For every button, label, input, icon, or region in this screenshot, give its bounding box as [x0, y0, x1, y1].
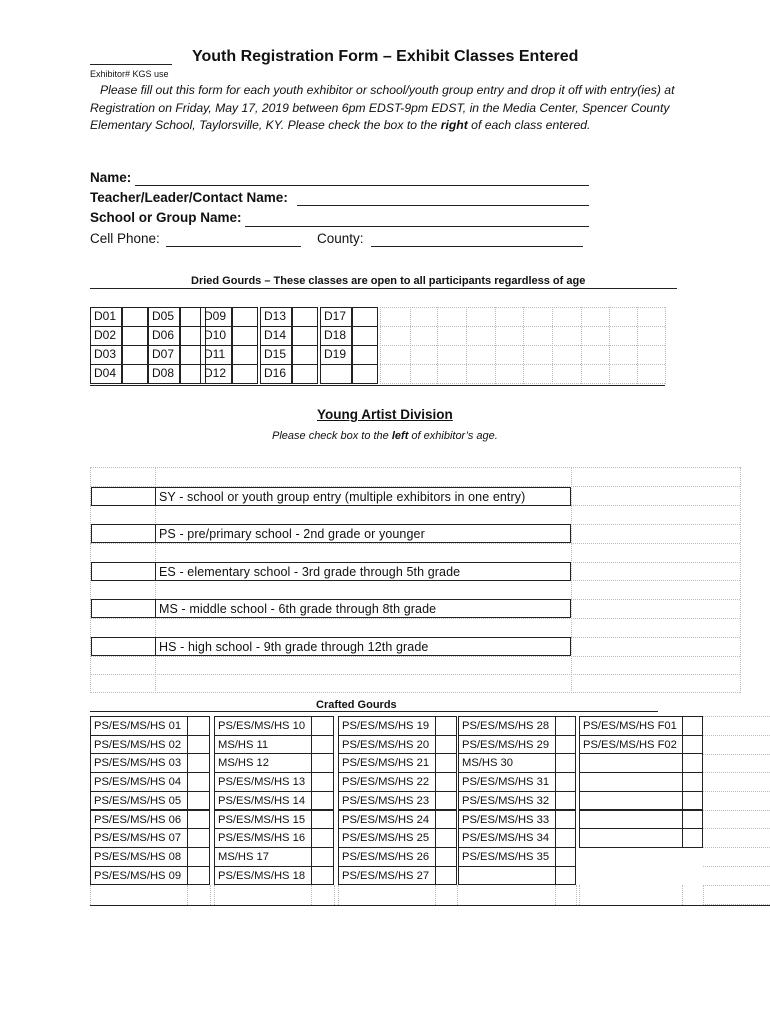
grid-guide — [380, 307, 665, 308]
dried-gourds-rule — [90, 288, 677, 289]
crafted-gourd-class-label: PS/ES/MS/HS 29 — [458, 735, 556, 755]
crafted-gourd-checkbox[interactable] — [187, 753, 210, 773]
crafted-gourd-checkbox[interactable] — [555, 828, 576, 848]
crafted-gourd-class-label: PS/ES/MS/HS 08 — [90, 847, 188, 867]
crafted-gourd-checkbox[interactable] — [555, 772, 576, 792]
dried-gourd-class-label: D10 — [200, 326, 232, 346]
crafted-gourd-checkbox[interactable] — [311, 810, 334, 830]
grid-guide — [311, 885, 312, 905]
crafted-gourd-checkbox[interactable] — [555, 847, 576, 867]
age-option-label: SY - school or youth group entry (multiple exhibitors in one entry) — [155, 487, 571, 506]
dried-gourd-class-label: D03 — [90, 345, 122, 365]
crafted-gourd-class-label: PS/ES/MS/HS 02 — [90, 735, 188, 755]
dried-gourd-checkbox[interactable] — [352, 364, 378, 384]
crafted-gourd-checkbox[interactable] — [187, 791, 210, 811]
age-checkbox[interactable] — [91, 599, 156, 618]
county-field-label: County: — [317, 231, 364, 246]
phone-field-label: Cell Phone: — [90, 231, 160, 246]
crafted-gourd-class-label: PS/ES/MS/HS 07 — [90, 828, 188, 848]
crafted-gourd-checkbox[interactable] — [435, 866, 457, 886]
crafted-gourd-checkbox[interactable] — [311, 828, 334, 848]
grid-guide — [214, 885, 215, 905]
exhibitor-note: Exhibitor# KGS use — [90, 69, 169, 79]
crafted-gourd-class-label: PS/ES/MS/HS 22 — [338, 772, 436, 792]
crafted-gourd-checkbox[interactable] — [682, 828, 703, 848]
dried-gourd-class-label: D12 — [200, 364, 232, 384]
crafted-gourd-checkbox[interactable] — [435, 772, 457, 792]
grid-guide — [380, 383, 665, 384]
dried-gourd-class-label: D04 — [90, 364, 122, 384]
grid-guide — [703, 828, 770, 829]
crafted-gourd-checkbox[interactable] — [187, 810, 210, 830]
crafted-gourds-title: Crafted Gourds — [316, 699, 397, 711]
intro-paragraph — [90, 82, 690, 135]
crafted-gourd-class-label: PS/ES/MS/HS F02 — [579, 735, 683, 755]
grid-guide — [703, 772, 770, 773]
crafted-gourd-class-label: PS/ES/MS/HS 24 — [338, 810, 436, 830]
crafted-gourd-class-label: PS/ES/MS/HS 28 — [458, 716, 556, 736]
age-checkbox[interactable] — [91, 562, 156, 581]
crafted-gourd-checkbox[interactable] — [435, 791, 457, 811]
phone-field-line[interactable] — [166, 246, 301, 247]
dried-gourd-checkbox[interactable] — [232, 307, 258, 327]
grid-guide — [90, 692, 740, 693]
crafted-gourd-class-label: PS/ES/MS/HS 25 — [338, 828, 436, 848]
school-field-line[interactable] — [245, 226, 589, 227]
crafted-gourd-class-label: PS/ES/MS/HS 23 — [338, 791, 436, 811]
grid-guide — [90, 885, 91, 905]
grid-guide — [579, 885, 580, 905]
crafted-gourd-checkbox[interactable] — [187, 772, 210, 792]
grid-guide — [703, 754, 770, 755]
young-artist-subtitle: Please check box to the left of exhibitor’s age. — [272, 430, 498, 442]
grid-guide — [703, 791, 770, 792]
dried-gourd-checkbox[interactable] — [232, 326, 258, 346]
crafted-gourd-empty-cell — [579, 810, 683, 830]
dried-gourd-class-label: D09 — [200, 307, 232, 327]
crafted-gourd-class-label: PS/ES/MS/HS 10 — [214, 716, 312, 736]
name-field-line[interactable] — [135, 185, 589, 186]
crafted-gourd-empty-cell — [579, 791, 683, 811]
dried-gourds-title: Dried Gourds – These classes are open to all participants regardless of age — [191, 275, 586, 287]
crafted-gourd-checkbox[interactable] — [187, 866, 210, 886]
grid-guide — [90, 467, 740, 468]
young-artist-title: Young Artist Division — [317, 407, 453, 422]
grid-guide — [210, 885, 211, 905]
dried-gourd-checkbox[interactable] — [292, 307, 318, 327]
dried-gourd-class-label: D06 — [148, 326, 180, 346]
contact-field-line[interactable] — [297, 205, 589, 206]
dried-gourd-checkbox[interactable] — [352, 345, 378, 365]
grid-guide — [380, 364, 665, 365]
grid-guide — [90, 656, 740, 657]
crafted-gourd-class-label: PS/ES/MS/HS 01 — [90, 716, 188, 736]
dried-gourd-class-label: D07 — [148, 345, 180, 365]
grid-guide — [703, 885, 770, 886]
dried-gourd-class-label: D18 — [320, 326, 352, 346]
crafted-gourd-class-label: PS/ES/MS/HS 14 — [214, 791, 312, 811]
dried-gourd-class-label: D19 — [320, 345, 352, 365]
crafted-gourd-checkbox[interactable] — [682, 735, 703, 755]
crafted-gourd-class-label: PS/ES/MS/HS 19 — [338, 716, 436, 736]
grid-guide — [703, 847, 770, 848]
crafted-gourd-class-label: MS/HS 12 — [214, 753, 312, 773]
intro-text-1: Please fill out this form for each youth exhibitor or school/youth group entry and drop it off with entry(ies) at Registration on Friday, May 17, 2019 between 6pm EDST-9pm EDST, in the Media Center, Spencer County Elementary School, Taylorsville, KY. Please check the box to the — [90, 83, 675, 132]
crafted-gourd-checkbox[interactable] — [187, 847, 210, 867]
grid-guide — [665, 307, 666, 384]
dried-gourd-class-label: D02 — [90, 326, 122, 346]
crafted-gourd-checkbox[interactable] — [311, 716, 334, 736]
dried-gourd-class-label: D17 — [320, 307, 352, 327]
crafted-gourd-checkbox[interactable] — [435, 735, 457, 755]
crafted-gourd-class-label: PS/ES/MS/HS 13 — [214, 772, 312, 792]
crafted-gourd-class-label: MS/HS 30 — [458, 753, 556, 773]
dried-gourd-class-label: D11 — [200, 345, 232, 365]
grid-guide — [380, 326, 665, 327]
name-field-label: Name: — [90, 170, 132, 185]
dried-gourd-checkbox[interactable] — [122, 345, 148, 365]
grid-guide — [703, 866, 770, 867]
crafted-gourd-checkbox[interactable] — [555, 753, 576, 773]
crafted-gourd-class-label: MS/HS 17 — [214, 847, 312, 867]
crafted-gourds-rule — [90, 711, 658, 712]
crafted-gourd-class-label: PS/ES/MS/HS 05 — [90, 791, 188, 811]
dried-gourd-empty-cell — [320, 364, 352, 384]
intro-text-bold: right — [440, 118, 468, 132]
crafted-gourd-class-label: PS/ES/MS/HS F01 — [579, 716, 683, 736]
grid-guide — [380, 345, 665, 346]
grid-guide — [703, 810, 770, 811]
crafted-gourd-checkbox[interactable] — [682, 753, 703, 773]
crafted-gourd-class-label: PS/ES/MS/HS 32 — [458, 791, 556, 811]
crafted-gourd-class-label: PS/ES/MS/HS 34 — [458, 828, 556, 848]
dried-gourd-checkbox[interactable] — [232, 364, 258, 384]
exhibitor-number-line[interactable] — [90, 64, 172, 65]
crafted-gourd-class-label: PS/ES/MS/HS 31 — [458, 772, 556, 792]
crafted-gourd-checkbox[interactable] — [435, 716, 457, 736]
crafted-gourd-checkbox[interactable] — [555, 866, 576, 886]
grid-guide — [338, 885, 339, 905]
age-option-label: PS - pre/primary school - 2nd grade or younger — [155, 524, 571, 543]
grid-guide — [703, 735, 770, 736]
age-option-label: HS - high school - 9th grade through 12th grade — [155, 637, 571, 656]
age-option-label: ES - elementary school - 3rd grade through 5th grade — [155, 562, 571, 581]
dried-gourd-class-label: D15 — [260, 345, 292, 365]
dried-gourd-class-label: D08 — [148, 364, 180, 384]
crafted-gourd-class-label: PS/ES/MS/HS 09 — [90, 866, 188, 886]
crafted-gourd-checkbox[interactable] — [311, 772, 334, 792]
grid-guide — [187, 885, 188, 905]
crafted-gourd-checkbox[interactable] — [435, 847, 457, 867]
crafted-gourd-empty-cell — [579, 753, 683, 773]
age-checkbox[interactable] — [91, 524, 156, 543]
crafted-gourd-checkbox[interactable] — [187, 735, 210, 755]
grid-guide — [703, 885, 704, 905]
contact-field-label: Teacher/Leader/Contact Name: — [90, 190, 288, 205]
age-checkbox[interactable] — [91, 487, 156, 506]
grid-guide — [90, 543, 740, 544]
dried-gourds-bottom-rule — [90, 385, 665, 386]
crafted-gourd-empty-cell — [579, 772, 683, 792]
dried-gourd-checkbox[interactable] — [232, 345, 258, 365]
crafted-gourds-bottom-rule — [90, 905, 770, 906]
crafted-gourd-class-label: MS/HS 11 — [214, 735, 312, 755]
crafted-gourd-checkbox[interactable] — [555, 735, 576, 755]
crafted-gourd-checkbox[interactable] — [682, 716, 703, 736]
age-checkbox[interactable] — [91, 637, 156, 656]
dried-gourd-checkbox[interactable] — [292, 364, 318, 384]
form-title: Youth Registration Form – Exhibit Classes Entered — [192, 48, 579, 65]
crafted-gourd-class-label: PS/ES/MS/HS 27 — [338, 866, 436, 886]
grid-guide — [435, 885, 436, 905]
crafted-gourd-class-label: PS/ES/MS/HS 04 — [90, 772, 188, 792]
crafted-gourd-empty-cell — [579, 828, 683, 848]
county-field-line[interactable] — [371, 246, 583, 247]
dried-gourd-class-label: D14 — [260, 326, 292, 346]
crafted-gourd-checkbox[interactable] — [682, 791, 703, 811]
crafted-gourd-checkbox[interactable] — [311, 735, 334, 755]
crafted-gourd-class-label: PS/ES/MS/HS 16 — [214, 828, 312, 848]
crafted-gourd-checkbox[interactable] — [311, 866, 334, 886]
grid-guide — [334, 885, 335, 905]
grid-guide — [576, 885, 577, 905]
crafted-gourd-class-label: PS/ES/MS/HS 33 — [458, 810, 556, 830]
age-option-label: MS - middle school - 6th grade through 8th grade — [155, 599, 571, 618]
crafted-gourd-class-label: PS/ES/MS/HS 18 — [214, 866, 312, 886]
crafted-gourd-class-label: PS/ES/MS/HS 15 — [214, 810, 312, 830]
dried-gourd-class-label: D13 — [260, 307, 292, 327]
grid-guide — [90, 674, 740, 675]
crafted-gourd-checkbox[interactable] — [187, 716, 210, 736]
crafted-gourd-class-label: PS/ES/MS/HS 20 — [338, 735, 436, 755]
crafted-gourd-checkbox[interactable] — [435, 828, 457, 848]
dried-gourd-class-label: D05 — [148, 307, 180, 327]
dried-gourd-class-label: D01 — [90, 307, 122, 327]
intro-text-2: of each class entered. — [467, 118, 591, 132]
dried-gourd-checkbox[interactable] — [352, 326, 378, 346]
dried-gourd-checkbox[interactable] — [292, 326, 318, 346]
dried-gourd-checkbox[interactable] — [122, 326, 148, 346]
crafted-gourd-checkbox[interactable] — [555, 810, 576, 830]
dried-gourd-checkbox[interactable] — [122, 307, 148, 327]
crafted-gourd-class-label: PS/ES/MS/HS 26 — [338, 847, 436, 867]
school-field-label: School or Group Name: — [90, 210, 242, 225]
grid-guide — [703, 716, 770, 717]
grid-guide — [555, 885, 556, 905]
crafted-gourd-checkbox[interactable] — [555, 791, 576, 811]
crafted-gourd-checkbox[interactable] — [555, 716, 576, 736]
crafted-gourd-class-label: PS/ES/MS/HS 06 — [90, 810, 188, 830]
dried-gourd-class-label: D16 — [260, 364, 292, 384]
crafted-gourd-checkbox[interactable] — [682, 810, 703, 830]
dried-gourd-checkbox[interactable] — [352, 307, 378, 327]
crafted-gourd-checkbox[interactable] — [435, 810, 457, 830]
grid-guide — [740, 467, 741, 693]
crafted-gourd-class-label: PS/ES/MS/HS 21 — [338, 753, 436, 773]
crafted-gourd-empty-cell — [458, 866, 556, 886]
dried-gourd-checkbox[interactable] — [122, 364, 148, 384]
crafted-gourd-class-label: PS/ES/MS/HS 03 — [90, 753, 188, 773]
crafted-gourd-checkbox[interactable] — [435, 753, 457, 773]
grid-guide — [90, 618, 740, 619]
crafted-gourd-checkbox[interactable] — [682, 772, 703, 792]
crafted-gourd-checkbox[interactable] — [187, 828, 210, 848]
crafted-gourd-checkbox[interactable] — [311, 847, 334, 867]
dried-gourd-checkbox[interactable] — [292, 345, 318, 365]
crafted-gourd-checkbox[interactable] — [311, 791, 334, 811]
grid-guide — [682, 885, 683, 905]
grid-guide — [457, 885, 458, 905]
crafted-gourd-checkbox[interactable] — [311, 753, 334, 773]
crafted-gourd-class-label: PS/ES/MS/HS 35 — [458, 847, 556, 867]
